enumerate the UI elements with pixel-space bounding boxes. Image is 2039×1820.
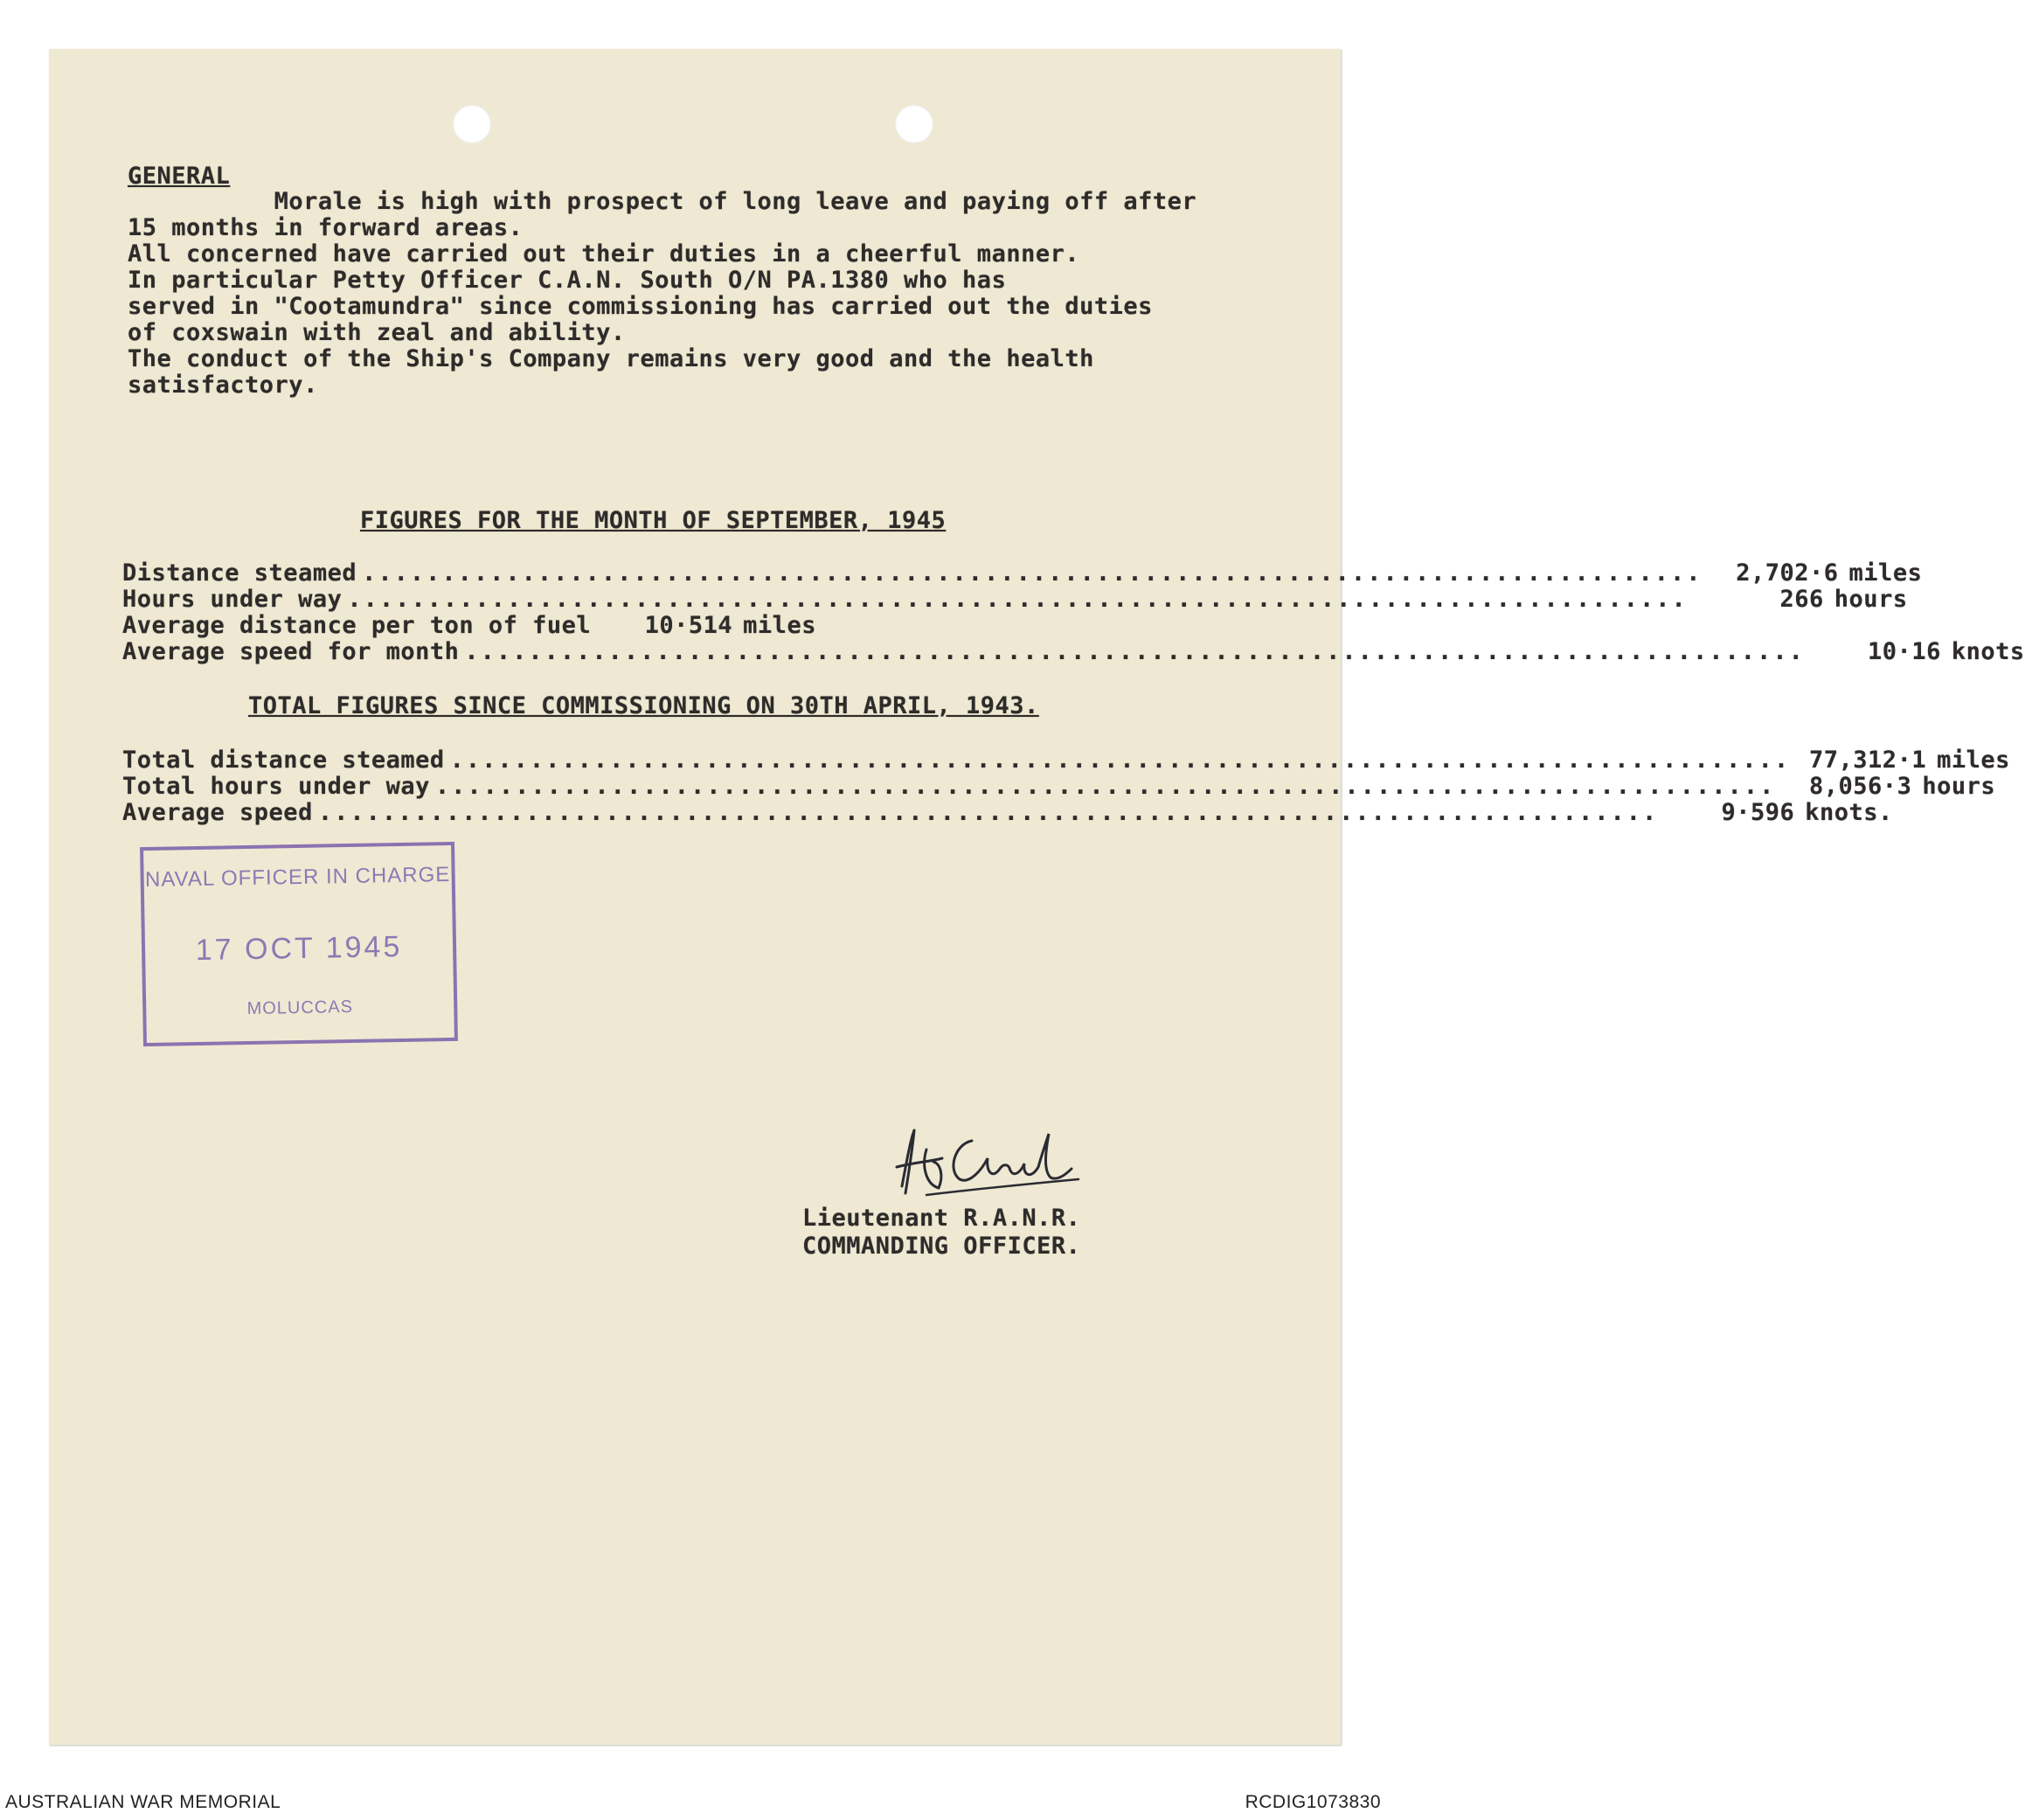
paragraph-line: served in "Cootamundra" since commissioning has carried out the duties — [128, 293, 1153, 320]
leader-dots: .................................................................................... — [362, 559, 1703, 587]
leader-dots: .................................................................................... — [317, 799, 1659, 826]
figure-unit: miles — [1848, 559, 1923, 587]
figure-label: Distance steamed — [122, 559, 357, 587]
stamp-title: NAVAL OFFICER IN CHARGE — [144, 862, 451, 893]
paragraph-line: Morale is high with prospect of long leave and paying off after — [128, 188, 1197, 215]
leader-dots: .................................................................................... — [347, 586, 1688, 613]
paragraph-line: In particular Petty Officer C.A.N. South O/N PA.1380 who has — [128, 267, 1007, 294]
section-heading-general: GENERAL — [128, 163, 231, 190]
figure-row — [122, 747, 2010, 774]
footer-source: AUSTRALIAN WAR MEMORIAL — [5, 1792, 281, 1812]
figure-row — [122, 586, 1908, 613]
figure-label: Average speed for month — [122, 638, 460, 665]
paragraph-line: All concerned have carried out their duties in a cheerful manner. — [128, 240, 1080, 267]
footer-record-id: RCDIG1073830 — [1245, 1792, 1381, 1812]
leader-dots: .................................................................................... — [434, 773, 1776, 800]
figure-label: Total distance steamed — [122, 747, 445, 774]
naval-officer-stamp — [140, 842, 458, 1046]
figure-unit: hours — [1922, 773, 1996, 800]
figure-unit: miles — [1937, 747, 2010, 774]
leader-dots: .................................................................................... — [449, 747, 1791, 774]
punch-hole-right — [895, 105, 933, 143]
figure-row — [122, 559, 1923, 587]
figure-unit: miles — [743, 612, 816, 639]
signatory-role: COMMANDING OFFICER. — [802, 1233, 1081, 1260]
figure-label: Average speed — [122, 799, 313, 826]
monthly-figures-table — [122, 559, 2025, 665]
paragraph-line: of coxswain with zeal and ability. — [128, 319, 626, 346]
total-figures-table — [122, 747, 2010, 826]
figure-row — [122, 799, 1893, 826]
paragraph-line: satisfactory. — [128, 372, 318, 399]
figure-value: 10·514 — [644, 612, 733, 639]
signatory-rank: Lieutenant R.A.N.R. — [802, 1205, 1081, 1232]
total-figures-title: TOTAL FIGURES SINCE COMMISSIONING ON 30TH APRIL, 1943. — [248, 692, 1039, 719]
figure-label: Average distance per ton of fuel — [122, 612, 592, 639]
paragraph-line: 15 months in forward areas. — [128, 214, 524, 241]
punch-hole-left — [453, 105, 491, 143]
monthly-figures-title: FIGURES FOR THE MONTH OF SEPTEMBER, 1945 — [360, 507, 947, 534]
figure-row — [122, 773, 1996, 800]
general-paragraph — [128, 189, 1299, 399]
handwritten-signature — [891, 1123, 1084, 1202]
figure-label: Hours under way — [122, 586, 343, 613]
figure-value: 266 — [1779, 586, 1824, 613]
figure-value: 10·16 — [1868, 638, 1941, 665]
stamp-date: 17 OCT 1945 — [195, 929, 403, 968]
figure-unit: knots — [1951, 638, 2025, 665]
figure-row — [122, 612, 822, 638]
figure-value: 2,702·6 — [1736, 559, 1839, 587]
figure-unit: knots. — [1805, 799, 1893, 826]
figure-unit: hours — [1834, 586, 1908, 613]
figure-value: 8,056·3 — [1809, 773, 1912, 800]
leader-dots: .................................................................................... — [464, 638, 1805, 665]
figure-value: 77,312·1 — [1809, 747, 1927, 774]
figure-label: Total hours under way — [122, 773, 430, 800]
signature-block — [802, 1205, 1080, 1261]
figure-value: 9·596 — [1721, 799, 1795, 826]
stamp-location: MOLUCCAS — [246, 997, 354, 1019]
figure-row — [122, 638, 2025, 665]
paragraph-line: The conduct of the Ship's Company remains very good and the health — [128, 345, 1094, 372]
